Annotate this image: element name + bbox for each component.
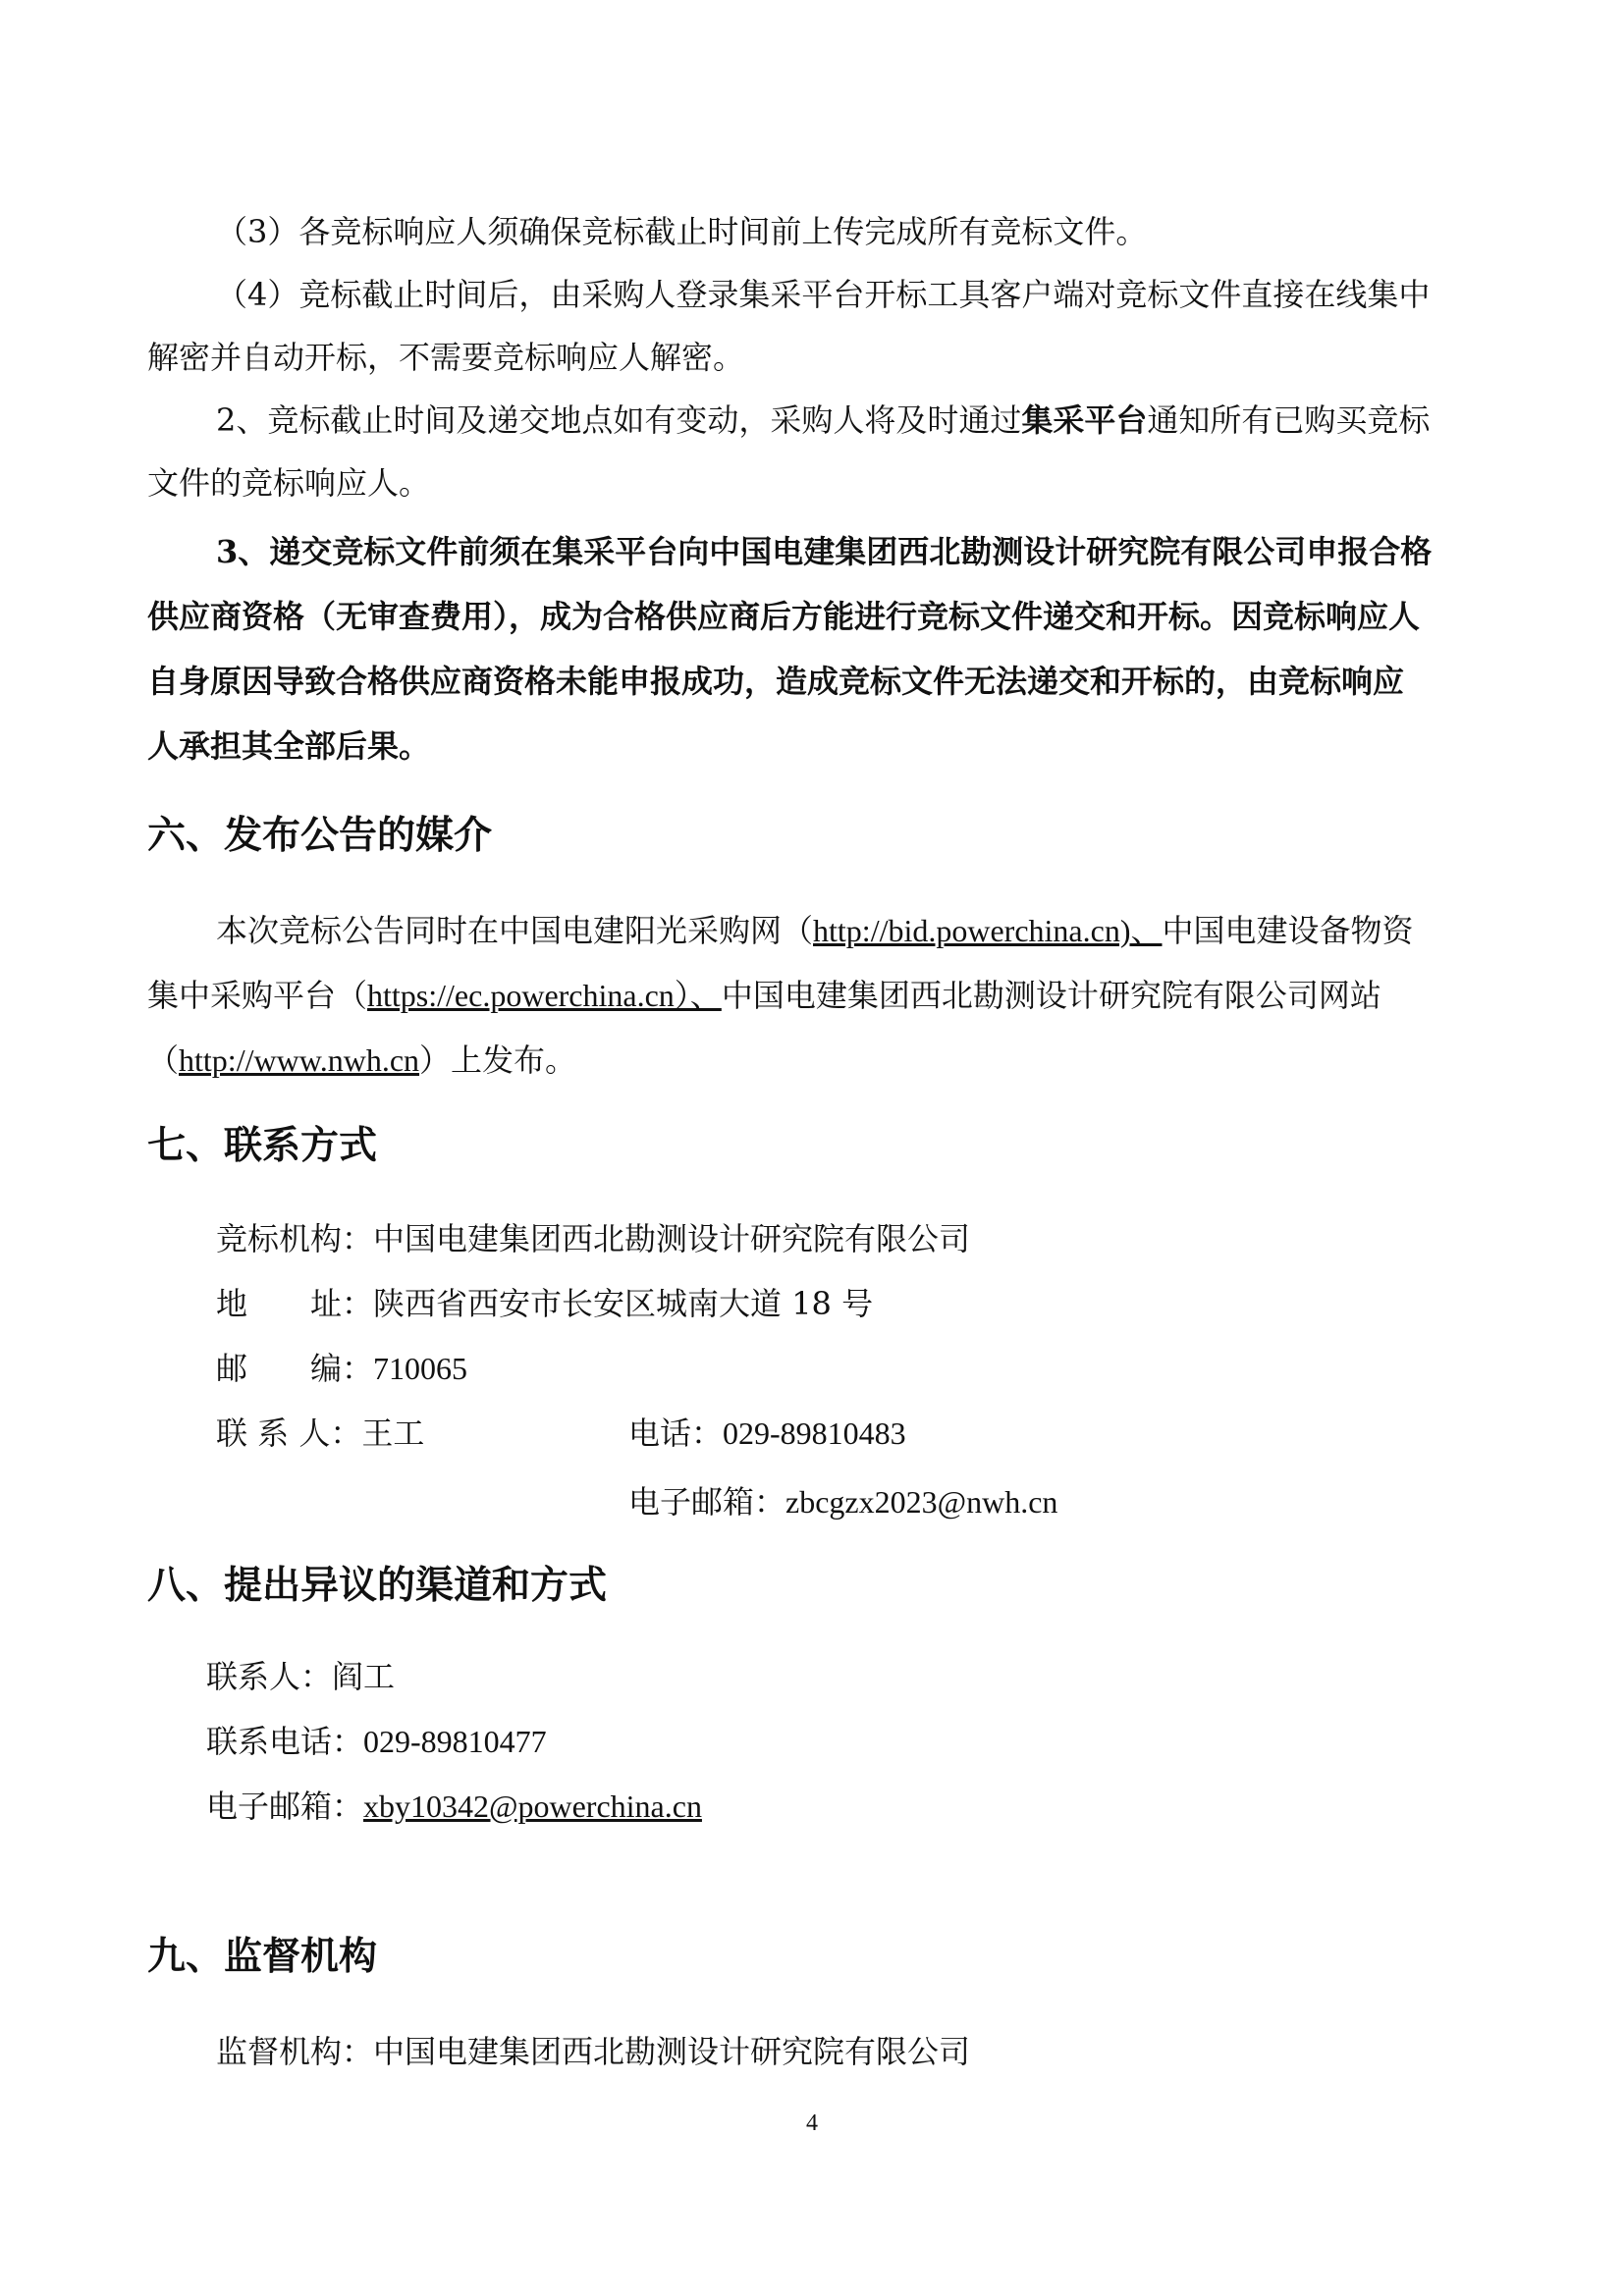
bid-powerchina-link[interactable]: http://bid.powerchina.cn)、: [813, 913, 1163, 948]
objection-email-label: 电子邮箱：: [206, 1788, 364, 1825]
section-7-heading: 七、联系方式: [147, 1124, 378, 1168]
contact-label: 联 系 人：: [216, 1415, 362, 1452]
contact-value: 王工: [361, 1415, 425, 1452]
para-2-text-b: 通知所有已购买竞标: [1147, 401, 1431, 439]
address-label-a: 地: [216, 1285, 248, 1322]
zip-value: 710065: [373, 1351, 468, 1386]
para-3-line-1: 3、递交竞标文件前须在集采平台向中国电建集团西北勘测设计研究院有限公司申报合格: [216, 533, 1433, 570]
section-6-text-b: 中国电建设备物资: [1162, 912, 1414, 949]
zip-row: [216, 1347, 1553, 1390]
objection-email-row: [206, 1785, 1543, 1828]
section-6-text-e: （: [147, 1041, 180, 1079]
section-6-heading: 六、发布公告的媒介: [147, 814, 493, 858]
para-2-line-2: 文件的竞标响应人。: [147, 464, 431, 502]
section-6-line-2: [147, 974, 1485, 1017]
para-3-line-4: 人承担其全部后果。: [147, 727, 431, 765]
address-label-b: 址：: [310, 1285, 374, 1322]
section-6-text-f: ）上发布。: [419, 1041, 577, 1079]
section-6-line-1: [216, 909, 1553, 952]
objection-email-link[interactable]: xby10342@powerchina.cn: [363, 1789, 702, 1824]
phone-label: 电话：: [628, 1415, 724, 1452]
org-row: [216, 1217, 1553, 1260]
email-value: zbcgzx2023@nwh.cn: [785, 1484, 1058, 1520]
email-label: 电子邮箱：: [628, 1483, 786, 1521]
para-2-text-a: 2、竞标截止时间及递交地点如有变动，采购人将及时通过: [216, 401, 1022, 439]
section-6-text-d: 中国电建集团西北勘测设计研究院有限公司网站: [721, 977, 1381, 1014]
item-4-line-2: 解密并自动开标，不需要竞标响应人解密。: [147, 339, 745, 376]
para-3-line-2: 供应商资格（无审查费用），成为合格供应商后方能进行竞标文件递交和开标。因竞标响应人: [147, 598, 1421, 635]
nwh-link[interactable]: http://www.nwh.cn: [179, 1042, 420, 1078]
objection-phone-value: 029-89810477: [363, 1724, 547, 1759]
section-8-heading: 八、提出异议的渠道和方式: [147, 1564, 608, 1608]
objection-contact: 联系人：阎工: [206, 1658, 396, 1695]
objection-phone-label: 联系电话：: [206, 1723, 364, 1760]
org-label: 竞标机构：: [216, 1220, 374, 1257]
zip-label-a: 邮: [216, 1350, 248, 1387]
objection-phone-row: [206, 1720, 1543, 1763]
item-4-line-1: （4）竞标截止时间后，由采购人登录集采平台开标工具客户端对竞标文件直接在线集中: [216, 276, 1431, 313]
page-number: 4: [806, 2110, 818, 2136]
para-3-line-3: 自身原因导致合格供应商资格未能申报成功，造成竞标文件无法递交和开标的，由竞标响应: [147, 663, 1405, 700]
phone-row: [628, 1412, 1316, 1455]
section-6-line-3: [147, 1039, 1485, 1082]
address-value: 陕西省西安市长安区城南大道 18 号: [373, 1285, 874, 1322]
ec-powerchina-link[interactable]: https://ec.powerchina.cn）、: [367, 978, 722, 1013]
zip-label-b: 编：: [310, 1350, 374, 1387]
section-6-text-c: 集中采购平台（: [147, 977, 368, 1014]
section-9-heading: 九、监督机构: [147, 1935, 378, 1979]
para-2-line-1: [216, 399, 1553, 442]
email-row: [628, 1480, 1316, 1523]
org-value: 中国电建集团西北勘测设计研究院有限公司: [373, 1220, 971, 1257]
section-6-text-a: 本次竞标公告同时在中国电建阳光采购网（: [216, 912, 814, 949]
item-3-text: （3）各竞标响应人须确保竞标截止时间前上传完成所有竞标文件。: [216, 213, 1148, 250]
phone-value: 029-89810483: [723, 1415, 906, 1451]
platform-bold-text: 集采平台: [1021, 401, 1148, 439]
supervision-org: 监督机构：中国电建集团西北勘测设计研究院有限公司: [216, 2033, 971, 2070]
address-row: [216, 1282, 1553, 1325]
